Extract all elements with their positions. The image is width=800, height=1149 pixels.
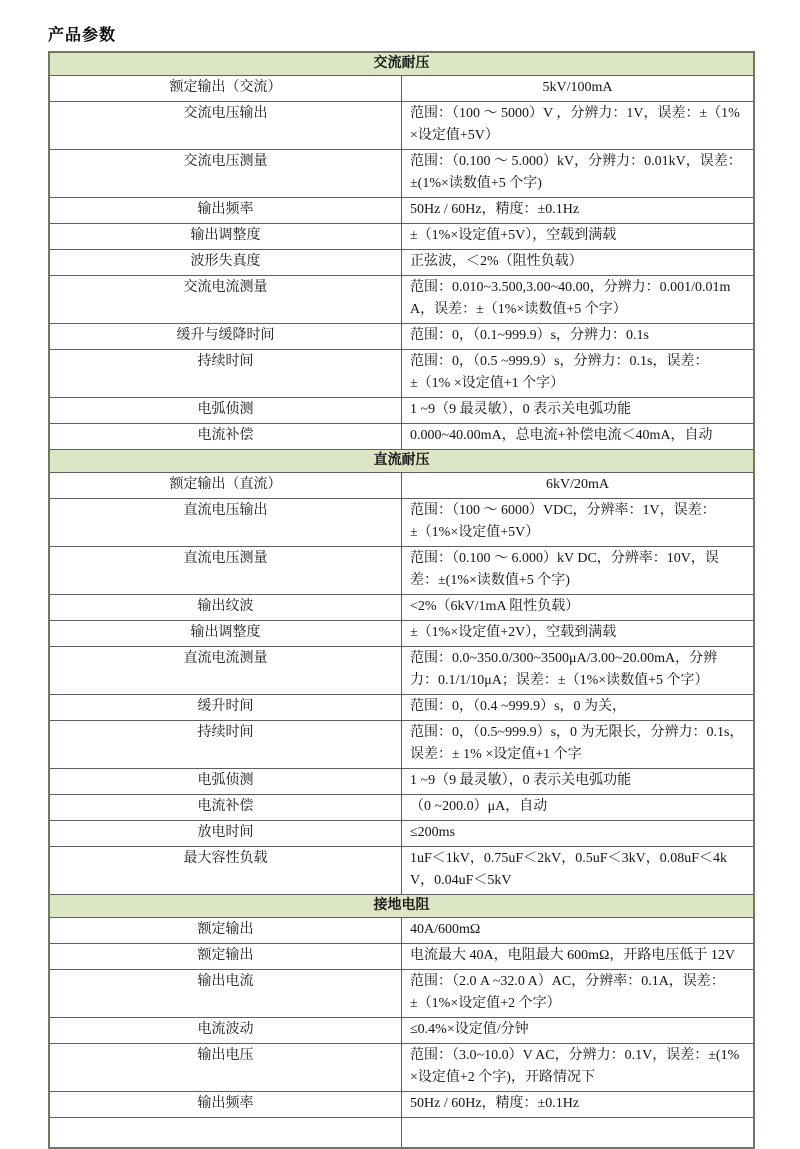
spec-row xyxy=(49,76,754,102)
row-label: 输出电流 xyxy=(49,970,402,1018)
row-label: 缓升与缓降时间 xyxy=(49,324,402,350)
row-value: 40A/600mΩ xyxy=(402,918,755,944)
row-label: 输出纹波 xyxy=(49,595,402,621)
row-label: 输出频率 xyxy=(49,1092,402,1118)
row-value: 范围：（100 ～ 6000）VDC，分辨率：1V，误差：±（1%×设定值+5V） xyxy=(402,499,755,547)
row-value: 1 ~9（9 最灵敏），0 表示关电弧功能 xyxy=(402,769,755,795)
spec-row xyxy=(49,102,754,150)
row-label: 交流电压输出 xyxy=(49,102,402,150)
row-label: 电流补偿 xyxy=(49,795,402,821)
spec-row xyxy=(49,547,754,595)
row-value: 50Hz / 60Hz，精度：±0.1Hz xyxy=(402,1092,755,1118)
spec-row xyxy=(49,647,754,695)
row-value: 范围：0，（0.1~999.9）s，分辨力：0.1s xyxy=(402,324,755,350)
row-label: 交流电压测量 xyxy=(49,150,402,198)
spec-row xyxy=(49,769,754,795)
row-value: 1uF＜1kV，0.75uF＜2kV，0.5uF＜3kV，0.08uF＜4kV，0.04uF＜5kV xyxy=(402,847,755,895)
row-value: 范围：0，（0.4 ~999.9）s，0 为关， xyxy=(402,695,755,721)
row-value: 范围：0.010~3.500,3.00~40.00，分辨力：0.001/0.01mA，误差：±（1%×读数值+5 个字） xyxy=(402,276,755,324)
row-value: 范围：（3.0~10.0）V AC，分辨力：0.1V，误差：±(1%×设定值+2 个字)，开路情况下 xyxy=(402,1044,755,1092)
spec-row xyxy=(49,276,754,324)
spec-row xyxy=(49,224,754,250)
row-label: 输出频率 xyxy=(49,198,402,224)
row-value: <2%（6kV/1mA 阻性负载） xyxy=(402,595,755,621)
row-label: 额定输出 xyxy=(49,944,402,970)
spec-row xyxy=(49,1092,754,1118)
row-value: （0 ~200.0）μA，自动 xyxy=(402,795,755,821)
row-label: 波形失真度 xyxy=(49,250,402,276)
row-label: 持续时间 xyxy=(49,721,402,769)
row-label: 最大容性负载 xyxy=(49,847,402,895)
row-value: 范围：0，（0.5 ~999.9）s，分辨力：0.1s，误差：±（1% ×设定值+1 个字） xyxy=(402,350,755,398)
row-label: 放电时间 xyxy=(49,821,402,847)
row-label: 直流电流测量 xyxy=(49,647,402,695)
row-value xyxy=(402,1118,755,1148)
section-header-row xyxy=(49,895,754,918)
row-value: 5kV/100mA xyxy=(402,76,755,102)
row-value: 0.000~40.00mA，总电流+补偿电流＜40mA，自动 xyxy=(402,424,755,450)
row-label: 直流电压输出 xyxy=(49,499,402,547)
spec-row xyxy=(49,944,754,970)
section-header-row xyxy=(49,450,754,473)
spec-row xyxy=(49,324,754,350)
row-label xyxy=(49,1118,402,1148)
spec-row xyxy=(49,424,754,450)
row-value: 50Hz / 60Hz，精度：±0.1Hz xyxy=(402,198,755,224)
spec-row xyxy=(49,473,754,499)
spec-row xyxy=(49,595,754,621)
spec-row xyxy=(49,918,754,944)
spec-row xyxy=(49,621,754,647)
row-label: 电弧侦测 xyxy=(49,769,402,795)
row-label: 电流波动 xyxy=(49,1018,402,1044)
row-value: 1 ~9（9 最灵敏），0 表示关电弧功能 xyxy=(402,398,755,424)
row-value: ≤0.4%×设定值/分钟 xyxy=(402,1018,755,1044)
spec-row xyxy=(49,1118,754,1148)
row-value: 范围：（2.0 A ~32.0 A）AC，分辨率：0.1A，误差：±（1%×设定值+2 个字） xyxy=(402,970,755,1018)
spec-row xyxy=(49,847,754,895)
row-value: 范围：0.0~350.0/300~3500μA/3.00~20.00mA，分辨力：0.1/1/10μA；误差：±（1%×读数值+5 个字） xyxy=(402,647,755,695)
row-value: 范围：（0.100 ～ 6.000）kV DC，分辨率：10V，误差：±(1%×读数值+5 个字) xyxy=(402,547,755,595)
row-value: 范围：0，（0.5~999.9）s，0 为无限长，分辨力：0.1s，误差：± 1% ×设定值+1 个字 xyxy=(402,721,755,769)
spec-row xyxy=(49,795,754,821)
row-value: ±（1%×设定值+2V），空载到满载 xyxy=(402,621,755,647)
document-page xyxy=(0,22,800,1111)
row-value: 电流最大 40A，电阻最大 600mΩ，开路电压低于 12V xyxy=(402,944,755,970)
spec-row xyxy=(49,499,754,547)
spec-row xyxy=(49,821,754,847)
spec-table-body xyxy=(49,52,754,1148)
spec-row xyxy=(49,970,754,1018)
row-label: 额定输出（交流） xyxy=(49,76,402,102)
row-value: ±（1%×设定值+5V），空载到满载 xyxy=(402,224,755,250)
section-header-title: 交流耐压 xyxy=(49,52,754,76)
row-value: 正弦波，＜2%（阻性负载） xyxy=(402,250,755,276)
row-label: 交流电流测量 xyxy=(49,276,402,324)
row-label: 电流补偿 xyxy=(49,424,402,450)
spec-row xyxy=(49,398,754,424)
row-label: 输出电压 xyxy=(49,1044,402,1092)
spec-row xyxy=(49,695,754,721)
spec-row xyxy=(49,350,754,398)
row-label: 额定输出 xyxy=(49,918,402,944)
row-value: 6kV/20mA xyxy=(402,473,755,499)
row-label: 电弧侦测 xyxy=(49,398,402,424)
spec-row xyxy=(49,198,754,224)
page-title: 产品参数 xyxy=(48,27,117,44)
spec-row xyxy=(49,250,754,276)
row-label: 缓升时间 xyxy=(49,695,402,721)
row-label: 额定输出（直流） xyxy=(49,473,402,499)
section-header-row xyxy=(49,52,754,76)
row-value: ≤200ms xyxy=(402,821,755,847)
row-value: 范围：（100 ～ 5000）V ，分辨力：1V，误差：±（1%×设定值+5V） xyxy=(402,102,755,150)
row-label: 持续时间 xyxy=(49,350,402,398)
row-value: 范围：（0.100 ～ 5.000）kV，分辨力：0.01kV，误差：±(1%×读数值+5 个字) xyxy=(402,150,755,198)
row-label: 直流电压测量 xyxy=(49,547,402,595)
section-header-title: 直流耐压 xyxy=(49,450,754,473)
spec-row xyxy=(49,1044,754,1092)
spec-row xyxy=(49,1018,754,1044)
spec-row xyxy=(49,721,754,769)
row-label: 输出调整度 xyxy=(49,621,402,647)
section-header-title: 接地电阻 xyxy=(49,895,754,918)
row-label: 输出调整度 xyxy=(49,224,402,250)
spec-table xyxy=(48,51,755,1149)
spec-row xyxy=(49,150,754,198)
